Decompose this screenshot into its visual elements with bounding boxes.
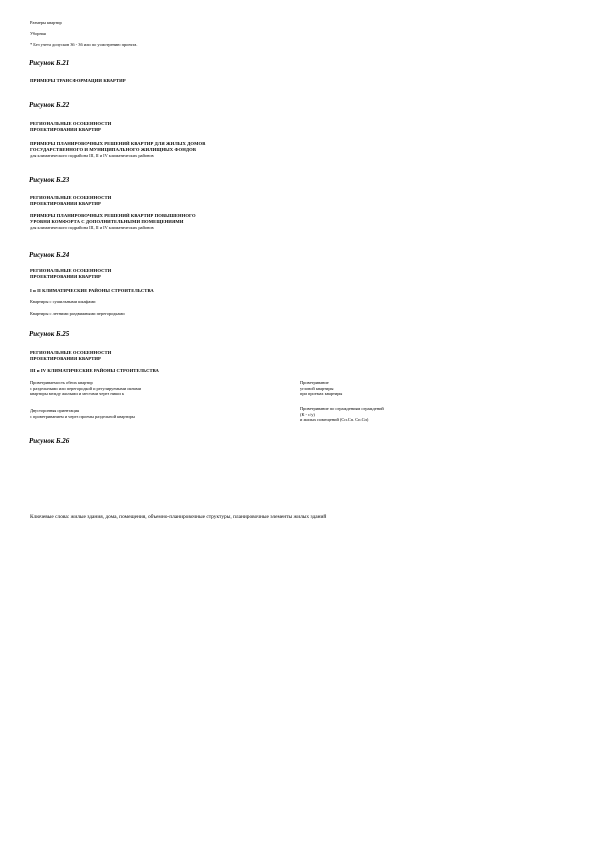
figure-title-b22: Рисунок Б.22 (29, 101, 70, 109)
heading-line: РЕГИОНАЛЬНЫЕ ОСОБЕННОСТИ (30, 195, 112, 200)
heading-line: ПРОЕКТИРОВАНИЯ КВАРТИР (30, 274, 101, 279)
left-note-orientation (30, 408, 135, 419)
heading-line: ПРОЕКТИРОВАНИЯ КВАРТИР (30, 127, 101, 132)
heading-line: РЕГИОНАЛЬНЫЕ ОСОБЕННОСТИ (30, 121, 112, 126)
figure-heading-b25 (30, 350, 111, 362)
figure-subheading-b22 (30, 141, 205, 159)
note-drying-cabinets: Квартиры с сушильными шкафами (30, 299, 96, 304)
keywords-line: Ключевые слова: жилые здания, дома, помещения, объемно-планировочные структуры, планировочные элементы жилых зданий (30, 514, 327, 520)
note-line: при проемах квартиры (300, 391, 343, 397)
note-line: Проветривание по ограждениям ограждений (300, 406, 384, 411)
figure-caption-b21: ПРИМЕРЫ ТРАНСФОРМАЦИИ КВАРТИР (30, 78, 126, 83)
figure-heading-b22 (30, 121, 111, 133)
heading-line: РЕГИОНАЛЬНЫЕ ОСОБЕННОСТИ (30, 350, 112, 355)
note-line: (К - с/у) (300, 411, 315, 417)
figure-subheading-b24: I и II КЛИМАТИЧЕСКИЕ РАЙОНЫ СТРОИТЕЛЬСТВА (30, 288, 154, 293)
note-line: квартиры между жилыми и местами через ниши к (30, 391, 125, 397)
subheading-line: ПРИМЕРЫ ПЛАНИРОВОЧНЫХ РЕШЕНИЙ КВАРТИР ПОВЫШЕННОГО (30, 213, 196, 218)
figure-subheading-b23 (30, 213, 196, 231)
right-note-enclosures (300, 406, 384, 423)
subheading-line: ГОСУДАРСТВЕННОГО И МУНИЦИПАЛЬНОГО ЖИЛИЩНЫХ ФОНДОВ (30, 147, 196, 152)
note-line: Проветриваемость обеих квартир (30, 380, 93, 385)
figure-title-b25: Рисунок Б.25 (29, 330, 70, 338)
right-note-corner (300, 380, 342, 397)
figure-title-b24: Рисунок Б.24 (29, 251, 70, 259)
figure-heading-b24 (30, 268, 111, 280)
note-line: для климатического подрайона III, II и IV климатических районов (30, 225, 154, 230)
note-line: для климатического подрайона III, II и IV климатических районов (30, 153, 154, 158)
figure-title-b21: Рисунок Б.21 (29, 59, 70, 67)
figure-subheading-b25: III и IV КЛИМАТИЧЕСКИЕ РАЙОНЫ СТРОИТЕЛЬСТВА (30, 368, 159, 373)
subheading-line: УРОВНЯ КОМФОРТА С ДОПОЛНИТЕЛЬНЫМИ ПОМЕЩЕНИЯМИ (30, 219, 184, 224)
header-line-sizes: Размеры квартир (30, 20, 62, 25)
note-line: Двусторонняя ориентация (30, 408, 80, 413)
note-line: с раздельными или перегородкой и регулируемыми окнами (30, 385, 141, 391)
figure-title-b23: Рисунок Б.23 (29, 176, 70, 184)
heading-line: РЕГИОНАЛЬНЫЕ ОСОБЕННОСТИ (30, 268, 112, 273)
note-line: угловой квартиры (300, 385, 334, 391)
header-line-toilet: Уборная (30, 31, 46, 36)
figure-title-b26: Рисунок Б.26 (29, 437, 70, 445)
subheading-line: ПРИМЕРЫ ПЛАНИРОВОЧНЫХ РЕШЕНИЙ КВАРТИР ДЛЯ ЖИЛЫХ ДОМОВ (30, 141, 206, 146)
note-line: с проветриванием и через проемы раздельной квартиры (30, 413, 135, 419)
note-sliding-partitions: Квартиры с летними раздвижными перегородками (30, 311, 125, 316)
note-line: Проветривание (300, 380, 329, 385)
heading-line: ПРОЕКТИРОВАНИЯ КВАРТИР (30, 201, 101, 206)
left-note-ventilation (30, 380, 141, 397)
header-note: * Без учета допусков 36 - 36 или по усмотрению проекта. (30, 42, 138, 47)
note-line: и жилых помещений (Сп.Сп. Сп.Сп) (300, 417, 369, 423)
heading-line: ПРОЕКТИРОВАНИЯ КВАРТИР (30, 356, 101, 361)
figure-heading-b23 (30, 195, 111, 207)
